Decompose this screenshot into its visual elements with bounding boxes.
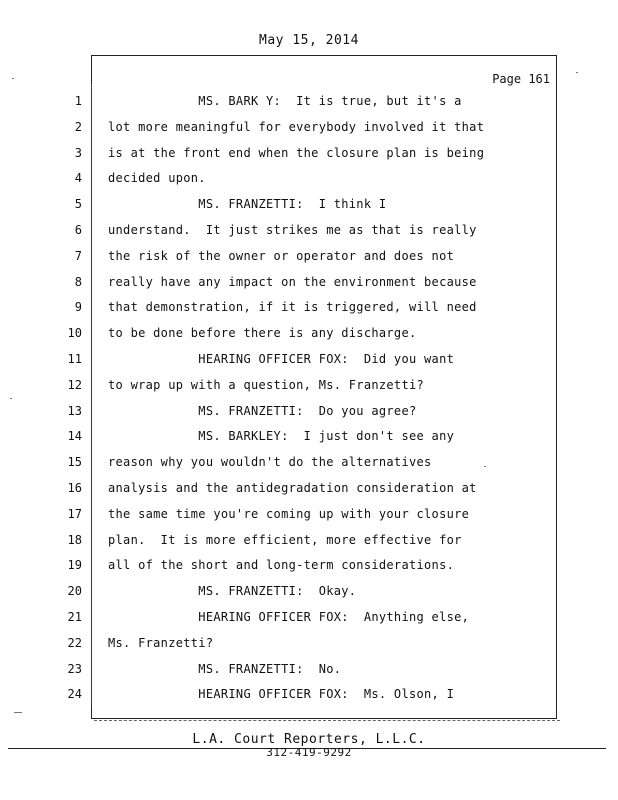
line-text: reason why you wouldn't do the alternatives — [108, 455, 432, 469]
line-number: 3 — [74, 146, 82, 160]
line-number: 15 — [67, 455, 82, 469]
line-number: 4 — [74, 171, 82, 185]
line-text: MS. FRANZETTI: Okay. — [108, 584, 357, 598]
line-text: HEARING OFFICER FOX: Anything else, — [108, 610, 470, 624]
line-text: to be done before there is any discharge. — [108, 326, 417, 340]
page-number: Page 161 — [492, 72, 550, 86]
line-number: 18 — [67, 533, 82, 547]
line-text: analysis and the antidegradation consideration at — [108, 481, 477, 495]
line-number: 13 — [67, 404, 82, 418]
line-text: MS. BARK Y: It is true, but it's a — [108, 94, 462, 108]
footer-phone: 312-419-9292 — [266, 746, 352, 759]
line-number: 6 — [74, 223, 82, 237]
line-number: 14 — [67, 429, 82, 443]
line-number: 8 — [74, 275, 82, 289]
line-text: is at the front end when the closure plan is being — [108, 146, 485, 160]
line-text: the risk of the owner or operator and does not — [108, 249, 455, 263]
line-text: HEARING OFFICER FOX: Ms. Olson, I — [108, 687, 455, 701]
transcript-date: May 15, 2014 — [259, 33, 359, 48]
line-number: 5 — [74, 197, 82, 211]
line-number: 17 — [67, 507, 82, 521]
line-number: 16 — [67, 481, 82, 495]
footer-company: L.A. Court Reporters, L.L.C. — [192, 732, 426, 747]
line-number: 1 — [74, 94, 82, 108]
scan-speck — [10, 398, 12, 399]
scan-speck — [484, 466, 486, 467]
line-number: 22 — [67, 636, 82, 650]
line-number: 10 — [67, 326, 82, 340]
line-text: understand. It just strikes me as that is really — [108, 223, 477, 237]
line-number: 7 — [74, 249, 82, 263]
line-number: 20 — [67, 584, 82, 598]
line-text: MS. BARKLEY: I just don't see any — [108, 429, 455, 443]
scan-speck — [12, 78, 14, 79]
line-text: HEARING OFFICER FOX: Did you want — [108, 352, 455, 366]
line-number: 11 — [67, 352, 82, 366]
line-text: really have any impact on the environment because — [108, 275, 477, 289]
line-text: all of the short and long-term considerations. — [108, 558, 455, 572]
scan-speck — [576, 72, 578, 73]
line-text: decided upon. — [108, 171, 206, 185]
line-text: that demonstration, if it is triggered, will need — [108, 300, 477, 314]
line-text: MS. FRANZETTI: I think I — [108, 197, 387, 211]
margin-rule — [91, 84, 92, 706]
line-number: 12 — [67, 378, 82, 392]
scan-speck — [14, 712, 22, 713]
line-text: plan. It is more efficient, more effective for — [108, 533, 462, 547]
line-number: 24 — [67, 687, 82, 701]
line-number: 9 — [74, 300, 82, 314]
line-text: Ms. Franzetti? — [108, 636, 214, 650]
line-number: 21 — [67, 610, 82, 624]
line-text: MS. FRANZETTI: No. — [108, 662, 342, 676]
line-text: to wrap up with a question, Ms. Franzetti? — [108, 378, 425, 392]
line-number: 23 — [67, 662, 82, 676]
line-number: 2 — [74, 120, 82, 134]
line-text: the same time you're coming up with your closure — [108, 507, 470, 521]
line-text: MS. FRANZETTI: Do you agree? — [108, 404, 417, 418]
line-number: 19 — [67, 558, 82, 572]
line-text: lot more meaningful for everybody involved it that — [108, 120, 485, 134]
frame-bottom-shadow — [94, 716, 560, 721]
